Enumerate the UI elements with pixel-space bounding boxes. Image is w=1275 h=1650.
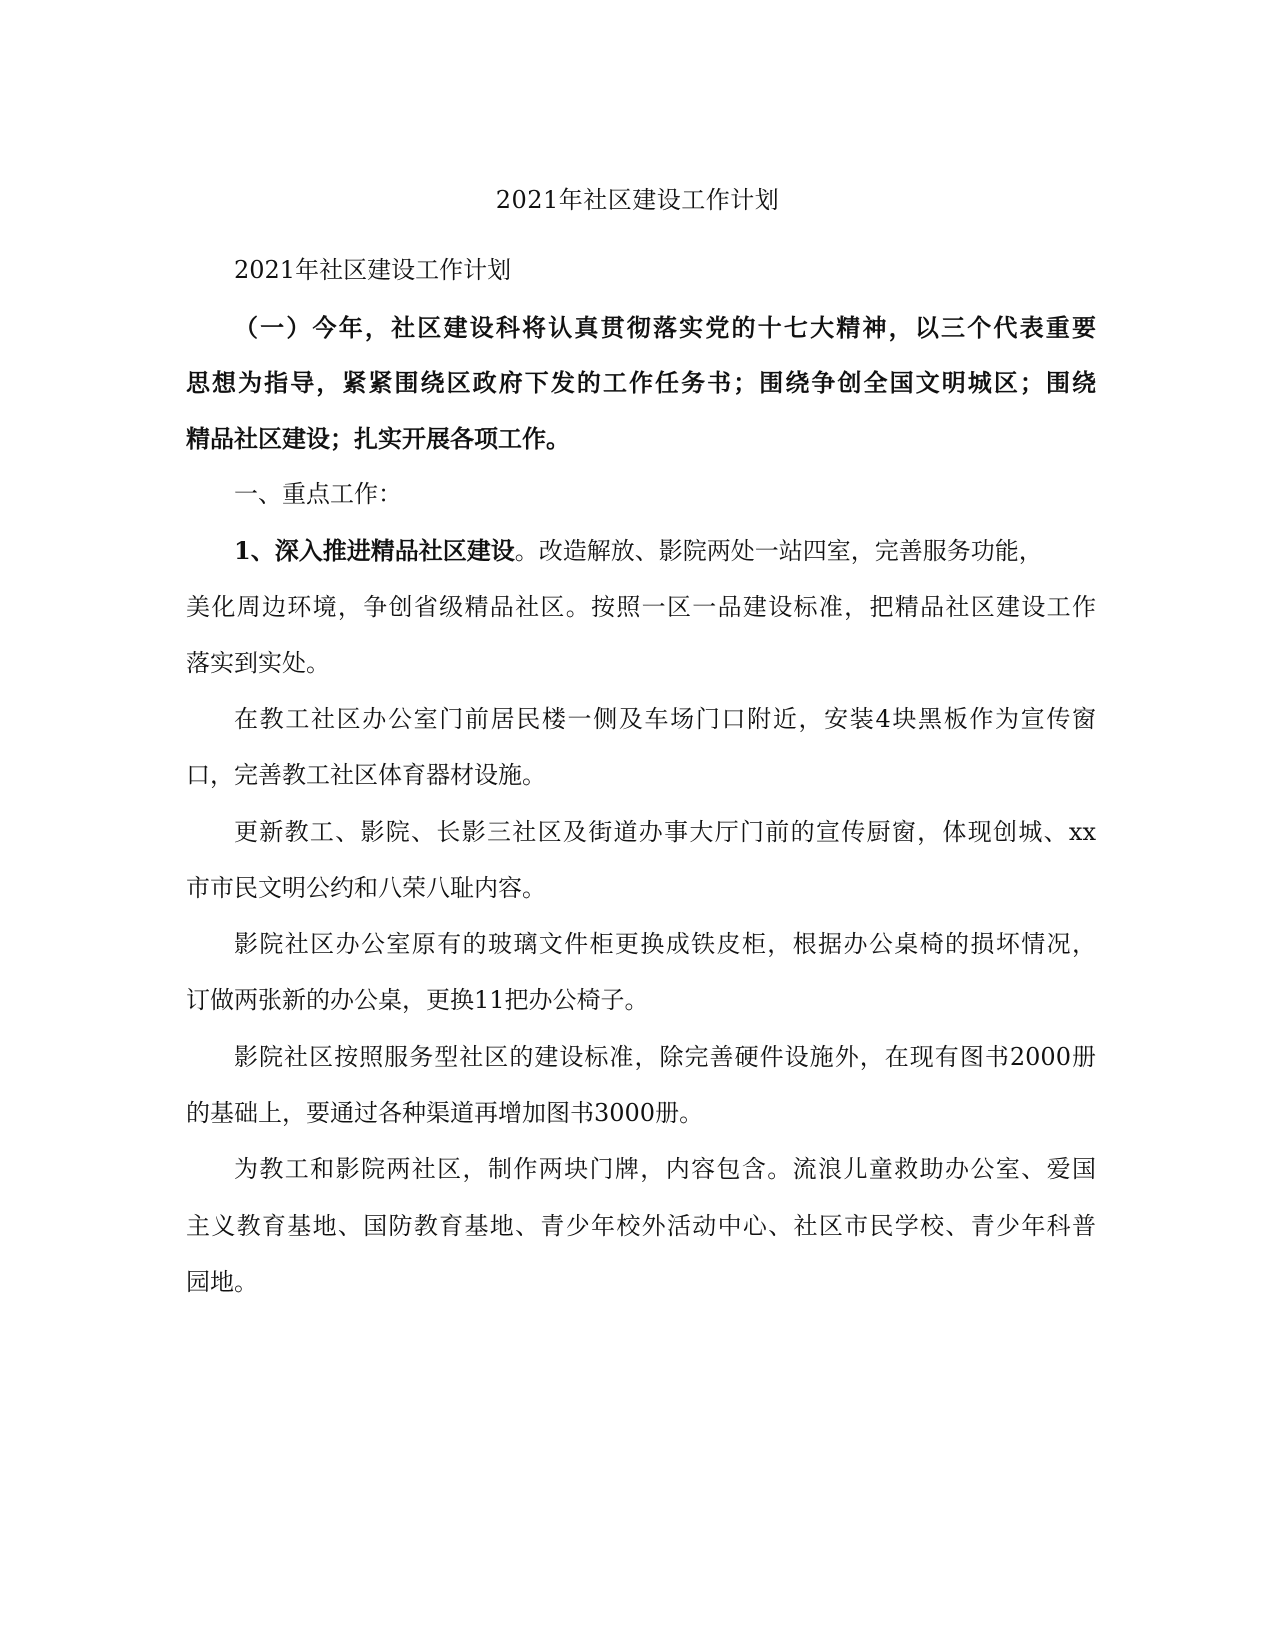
windows-line-2: 市市民文明公约和八荣八耻内容。 [186, 874, 546, 902]
windows-line-1: 更新教工、影院、长影三社区及街道办事大厅门前的宣传厨窗，体现创城、xx [234, 818, 1096, 846]
section-heading: 一、重点工作： [234, 480, 402, 508]
item1-line-3: 落实到实处。 [186, 649, 330, 677]
item1-line-1-rest: 。改造解放、影院两处一站四室，完善服务功能， [514, 537, 1043, 565]
books-line-1: 影院社区按照服务型社区的建设标准，除完善硬件设施外，在现有图书2000册 [234, 1043, 1096, 1071]
furniture-line-2: 订做两张新的办公桌，更换11把办公椅子。 [186, 986, 649, 1014]
blackboard-line-1: 在教工社区办公室门前居民楼一侧及车场门口附近，安装4块黑板作为宣传窗 [234, 705, 1096, 733]
item1-line-1 [234, 535, 1096, 567]
signs-line-1: 为教工和影院两社区，制作两块门牌，内容包含。流浪儿童救助办公室、爱国 [234, 1155, 1096, 1183]
furniture-line-1: 影院社区办公室原有的玻璃文件柜更换成铁皮柜，根据办公桌椅的损坏情况， [234, 930, 1096, 958]
books-line-2: 的基础上，要通过各种渠道再增加图书3000册。 [186, 1099, 704, 1127]
signs-line-2: 主义教育基地、国防教育基地、青少年校外活动中心、社区市民学校、青少年科普 [186, 1212, 1096, 1240]
intro-line-2: 思想为指导，紧紧围绕区政府下发的工作任务书；围绕争创全国文明城区；围绕 [186, 368, 1096, 397]
document-title: 2021年社区建设工作计划 [495, 186, 780, 214]
blackboard-line-2: 口，完善教工社区体育器材设施。 [186, 761, 546, 789]
document-subtitle: 2021年社区建设工作计划 [234, 256, 512, 284]
item1-heading: 1、深入推进精品社区建设 [234, 536, 515, 565]
intro-line-3: 精品社区建设；扎实开展各项工作。 [186, 424, 570, 453]
item1-line-2: 美化周边环境，争创省级精品社区。按照一区一品建设标准，把精品社区建设工作 [186, 593, 1096, 621]
signs-line-3: 园地。 [186, 1268, 258, 1296]
intro-line-1: （一）今年，社区建设科将认真贯彻落实党的十七大精神，以三个代表重要 [234, 313, 1096, 342]
